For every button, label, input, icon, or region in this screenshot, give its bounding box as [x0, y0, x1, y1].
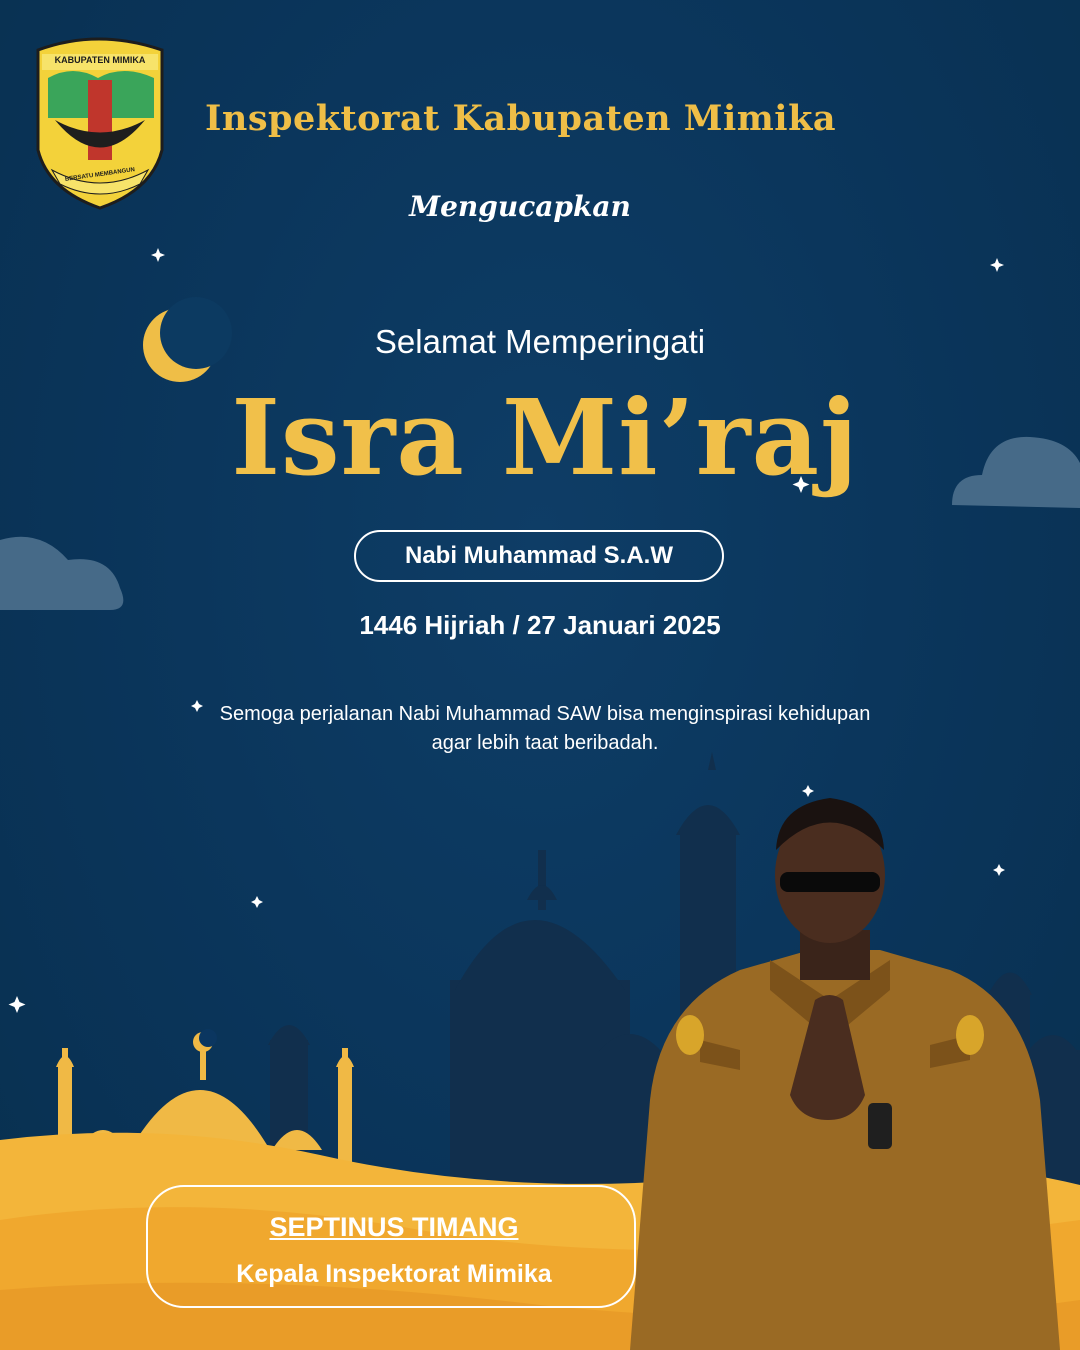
organization-title: Inspektorat Kabupaten Mimika	[205, 98, 837, 139]
emblem-top-text: KABUPATEN MIMIKA	[54, 55, 146, 65]
star-icon	[802, 785, 814, 797]
name-card	[146, 1185, 636, 1308]
emblem-bottom-text: BERSATU MEMBANGUN	[64, 167, 136, 183]
star-icon	[151, 248, 165, 262]
star-icon	[191, 700, 203, 712]
prophet-name-pill	[354, 530, 724, 582]
person-name: SEPTINUS TIMANG	[269, 1212, 519, 1242]
star-icon	[990, 258, 1004, 272]
cloud-icon	[0, 537, 123, 610]
star-icon	[251, 896, 263, 908]
date-line: 1446 Hijriah / 27 Januari 2025	[359, 610, 721, 640]
wish-message: Semoga perjalanan Nabi Muhammad SAW bisa menginspirasi kehidupan agar lebih taat beribadah.	[219, 703, 871, 754]
event-title: Isra Mi’raj	[231, 376, 859, 499]
star-icon	[9, 996, 26, 1013]
star-icon	[993, 864, 1005, 876]
greeting-text: Mengucapkan	[409, 190, 631, 223]
person-role: Kepala Inspektorat Mimika	[236, 1260, 552, 1288]
cloud-icon	[952, 437, 1080, 508]
commemoration-subtitle: Selamat Memperingati	[374, 323, 706, 360]
crescent-moon-icon	[143, 297, 232, 382]
prophet-name-label: Nabi Muhammad S.A.W	[404, 542, 674, 569]
